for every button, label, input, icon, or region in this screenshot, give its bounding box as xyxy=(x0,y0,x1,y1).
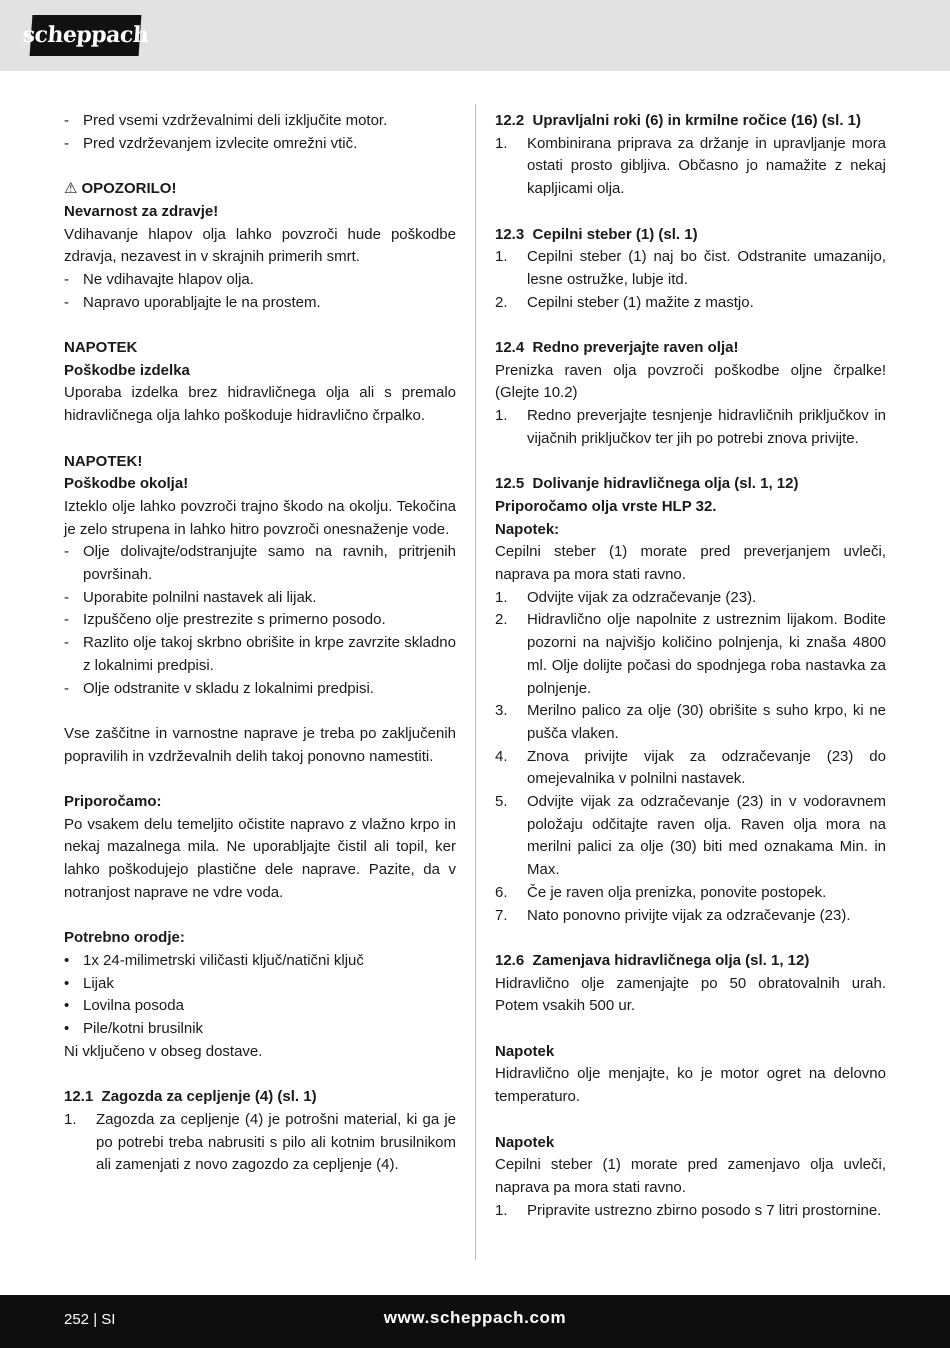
website-link[interactable]: www.scheppach.com xyxy=(383,1308,567,1327)
list-item: - Pred vsemi vzdrževalnimi deli izključite motor. xyxy=(64,110,456,133)
recommend-title: Priporočamo: xyxy=(64,793,162,811)
list-item: - Olje odstranite v skladu z lokalnimi predpisi. xyxy=(64,678,456,701)
recommend-text: Po vsakem delu temeljito očistite napravo z vlažno krpo in nekaj mazalnega mila. Ne uporabljajte čistil ali topil, ker lahko poškodujejo plastične dele naprave. Pazite, da v notranjost naprave ne vdre voda. xyxy=(64,815,456,901)
section-heading-12-5: 12.5 Dolivanje hidravličnega olja (sl. 1, 12) xyxy=(495,475,799,493)
note-text: Izteklo olje lahko povzroči trajno škodo na okolju. Tekočina je zelo strupena in lahko hitro povzroči onesnaženje vode. xyxy=(64,497,456,538)
list-item: • Lovilna posoda xyxy=(64,995,456,1018)
note-title: Napotek: xyxy=(495,520,560,538)
section-heading-12-6: 12.6 Zamenjava hidravličnega olja (sl. 1, 12) xyxy=(495,951,810,969)
list-item: - Napravo uporabljajte le na prostem. xyxy=(64,292,456,315)
step-item: 3. Merilno palico za olje (30) obrišite s suho krpo, ki ne pušča vlaken. xyxy=(495,702,886,742)
section-heading-12-3: 12.3 Cepilni steber (1) (sl. 1) xyxy=(495,225,698,243)
list-item: - Izpuščeno olje prestrezite s primerno posodo. xyxy=(64,609,456,632)
list-item: • 1x 24-milimetrski viličasti ključ/natični ključ xyxy=(64,950,456,973)
step-item: 2. Hidravlično olje napolnite z ustreznim lijakom. Bodite pozorni na najvišjo količino polnjenja, ki znaša 4800 ml. Olje dolijte počasi do spodnjega roba nastavka za polnjenje. xyxy=(495,611,886,697)
section-heading-12-2: 12.2 Upravljalni roki (6) in krmilne ročice (16) (sl. 1) xyxy=(495,112,861,129)
list-item: - Pred vzdrževanjem izvlecite omrežni vtič. xyxy=(64,133,456,156)
section-heading-12-4: 12.4 Redno preverjajte raven olja! xyxy=(495,339,739,356)
warning-subtitle: Nevarnost za zdravje! xyxy=(64,202,219,220)
header-bar xyxy=(0,0,950,71)
left-column xyxy=(64,110,456,1177)
list-item: - Uporabite polnilni nastavek ali lijak. xyxy=(64,587,456,610)
step-item: 1. Zagozda za cepljenje (4) je potrošni material, ki ga je po potrebi treba nabrusiti s pilo ali kotnim brusilnikom ali zamenjati z novo zagozdo za cepljenje (4). xyxy=(64,1110,456,1174)
warning-heading xyxy=(64,178,456,201)
step-item: 1. Cepilni steber (1) naj bo čist. Odstranite umazanijo, lesne ostružke, lubje itd. xyxy=(495,248,886,288)
list-item: - Ne vdihavajte hlapov olja. xyxy=(64,269,456,292)
step-item: 5. Odvijte vijak za odzračevanje (23) in v vodoravnem položaju odčitajte raven olja. Raven olja mora na merilni palici za olje (30) biti med oznakama Min. in Max. xyxy=(495,793,886,879)
step-item: 6. Če je raven olja prenizka, ponovite postopek. xyxy=(495,883,827,901)
note-subtitle: Poškodbe okolja! xyxy=(64,475,189,493)
note-title: Napotek xyxy=(495,1042,555,1060)
tools-note: Ni vključeno v obseg dostave. xyxy=(64,1042,263,1060)
section-heading-12-1: 12.1 Zagozda za cepljenje (4) (sl. 1) xyxy=(64,1088,317,1106)
warning-text: Vdihavanje hlapov olja lahko povzroči hude poškodbe zdravja, nezavest in v skrajnih primerih smrt. xyxy=(64,225,456,266)
page-number: 252 | SI xyxy=(64,1311,116,1328)
warning-title: OPOZORILO! xyxy=(81,180,177,198)
note-title: Napotek xyxy=(495,1133,555,1151)
scheppach-logo: scheppach xyxy=(30,15,142,56)
footer-bar xyxy=(0,1295,950,1348)
section-text: Prenizka raven olja povzroči poškodbe oljne črpalke! (Glejte 10.2) xyxy=(495,361,886,402)
list-item: - Razlito olje takoj skrbno obrišite in krpe zavrzite skladno z lokalnimi predpisi. xyxy=(64,632,456,677)
list-item: • Pile/kotni brusilnik xyxy=(64,1018,456,1041)
tools-title: Potrebno orodje: xyxy=(64,929,185,947)
step-item: 1. Odvijte vijak za odzračevanje (23). xyxy=(495,588,757,606)
note-text: Hidravlično olje menjajte, ko je motor ogret na delovno temperaturo. xyxy=(495,1065,886,1106)
note-title: NAPOTEK! xyxy=(64,452,143,470)
safety-text: Vse zaščitne in varnostne naprave je treba po zaključenih popravilih in vzdrževalnih delih takoj ponovno namestiti. xyxy=(64,724,456,765)
list-item: • Lijak xyxy=(64,973,456,996)
step-item: 4. Znova privijte vijak za odzračevanje (23) do omejevalnika v polnilni nastavek. xyxy=(495,747,886,788)
note-text: Uporaba izdelka brez hidravličnega olja ali s premalo hidravličnega olja lahko poškoduje hidravlično črpalko. xyxy=(64,384,456,425)
step-item: 1. Redno preverjajte tesnjenje hidravličnih priključkov in vijačnih priključkov ter jih po potrebi znova privijte. xyxy=(495,407,886,447)
note-subtitle: Poškodbe izdelka xyxy=(64,361,190,379)
section-text: Hidravlično olje zamenjajte po 50 obratovalnih urah. Potem vsakih 500 ur. xyxy=(495,974,886,1015)
note-text: Cepilni steber (1) morate pred preverjanjem uvleči, naprava pa mora stati ravno. xyxy=(495,543,886,584)
note-title: NAPOTEK xyxy=(64,339,138,356)
recommend-text: Priporočamo olja vrste HLP 32. xyxy=(495,497,717,515)
warning-triangle-icon: ⚠ xyxy=(64,180,78,198)
column-divider xyxy=(475,104,476,1260)
step-item: 1. Pripravite ustrezno zbirno posodo s 7 litri prostornine. xyxy=(495,1201,882,1219)
step-item: 1. Kombinirana priprava za držanje in upravljanje mora ostati prosto gibljiva. Občasno jo namažite z nekaj kapljicami olja. xyxy=(495,134,886,198)
right-column xyxy=(495,110,886,1222)
step-item: 2. Cepilni steber (1) mažite z mastjo. xyxy=(495,293,754,311)
note-text: Cepilni steber (1) morate pred zamenjavo olja uvleči, naprava pa mora stati ravno. xyxy=(495,1156,886,1196)
list-item: - Olje dolivajte/odstranjujte samo na ravnih, pritrjenih površinah. xyxy=(64,541,456,586)
step-item: 7. Nato ponovno privijte vijak za odzračevanje (23). xyxy=(495,906,851,924)
